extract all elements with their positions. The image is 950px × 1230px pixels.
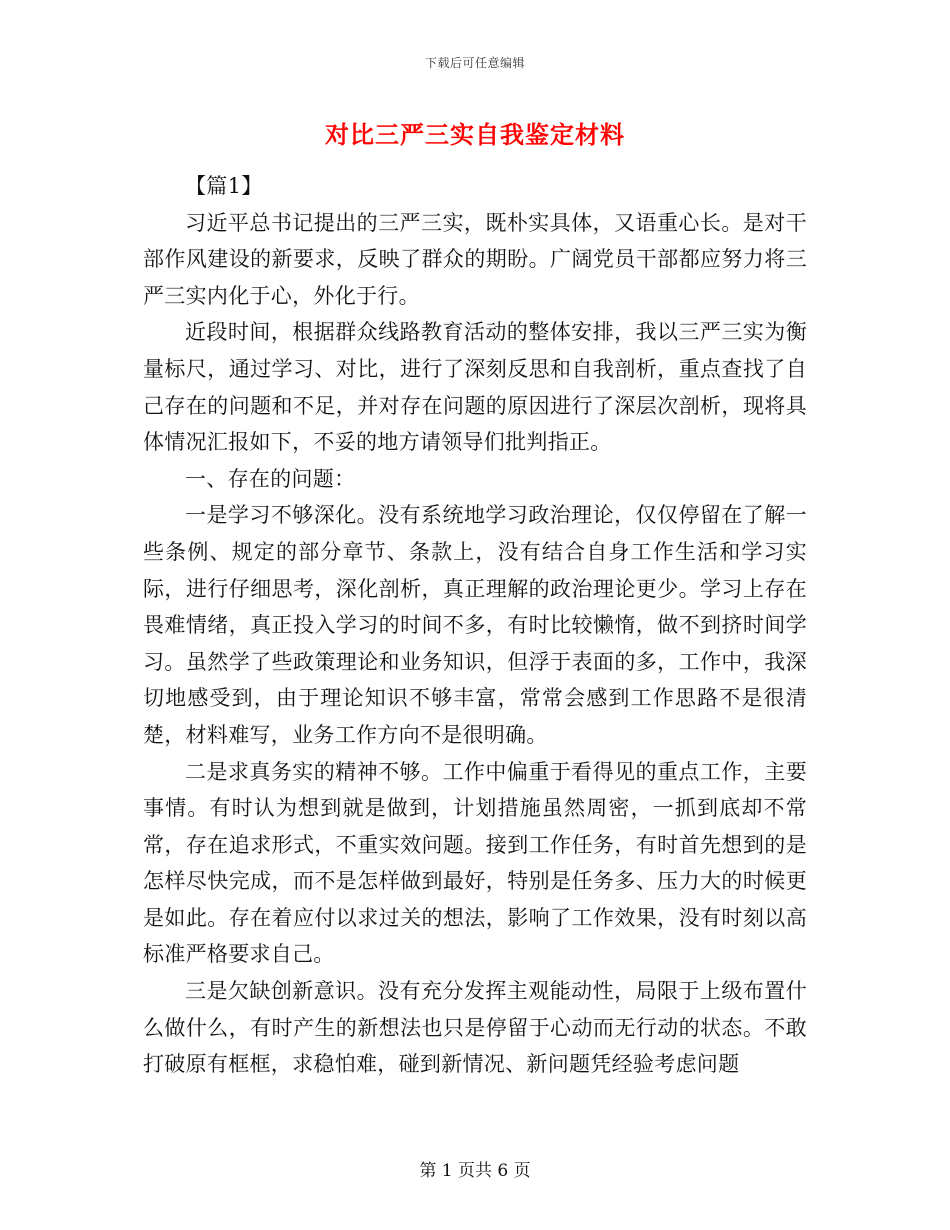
paragraph: 一是学习不够深化。没有系统地学习政治理论，仅仅停留在了解一些条例、规定的部分章节、条款上，没有结合自身工作生活和学习实际，进行仔细思考，深化剖析，真正理解的政治理论更少。学习上存在畏难情绪，真正投入学习的时间不多，有时比较懒惰，做不到挤时间学习。虽然学了些政策理论和业务知识，但浮于表面的多，工作中，我深切地感受到，由于理论知识不够丰富，常常会感到工作思路不是很清楚，材料难写，业务工作方向不是很明确。: [143, 503, 807, 747]
paragraph: 三是欠缺创新意识。没有充分发挥主观能动性，局限于上级布置什么做什么，有时产生的新想法也只是停留于心动而无行动的状态。不敢打破原有框框，求稳怕难，碰到新情况、新问题凭经验考虑问题: [143, 979, 807, 1077]
section-heading: 一、存在的问题：: [185, 466, 356, 491]
header-note: 下载后可任意编辑: [424, 56, 525, 70]
document-title: 对比三严三实自我鉴定材料: [325, 120, 625, 149]
paragraph: 近段时间，根据群众线路教育活动的整体安排，我以三严三实为衡量标尺，通过学习、对比，进行了深刻反思和自我剖析，重点查找了自己存在的问题和不足，并对存在问题的原因进行了深层次剖析，现将具体情况汇报如下，不妥的地方请领导们批判指正。: [143, 320, 807, 455]
paragraph: 习近平总书记提出的三严三实，既朴实具体，又语重心长。是对干部作风建设的新要求，反映了群众的期盼。广阔党员干部都应努力将三严三实内化于心，外化于行。: [143, 210, 807, 308]
document-body: [143, 168, 807, 1083]
section-label: 【篇1】: [185, 174, 263, 198]
paragraph: 二是求真务实的精神不够。工作中偏重于看得见的重点工作，主要事情。有时认为想到就是做到，计划措施虽然周密，一抓到底却不常常，存在追求形式，不重实效问题。接到工作任务，有时首先想到的是怎样尽快完成，而不是怎样做到最好，特别是任务多、压力大的时候更是如此。存在着应付以求过关的想法，影响了工作效果，没有时刻以高标准严格要求自己。: [143, 759, 807, 967]
page-number: 第 1 页共 6 页: [419, 1161, 531, 1181]
